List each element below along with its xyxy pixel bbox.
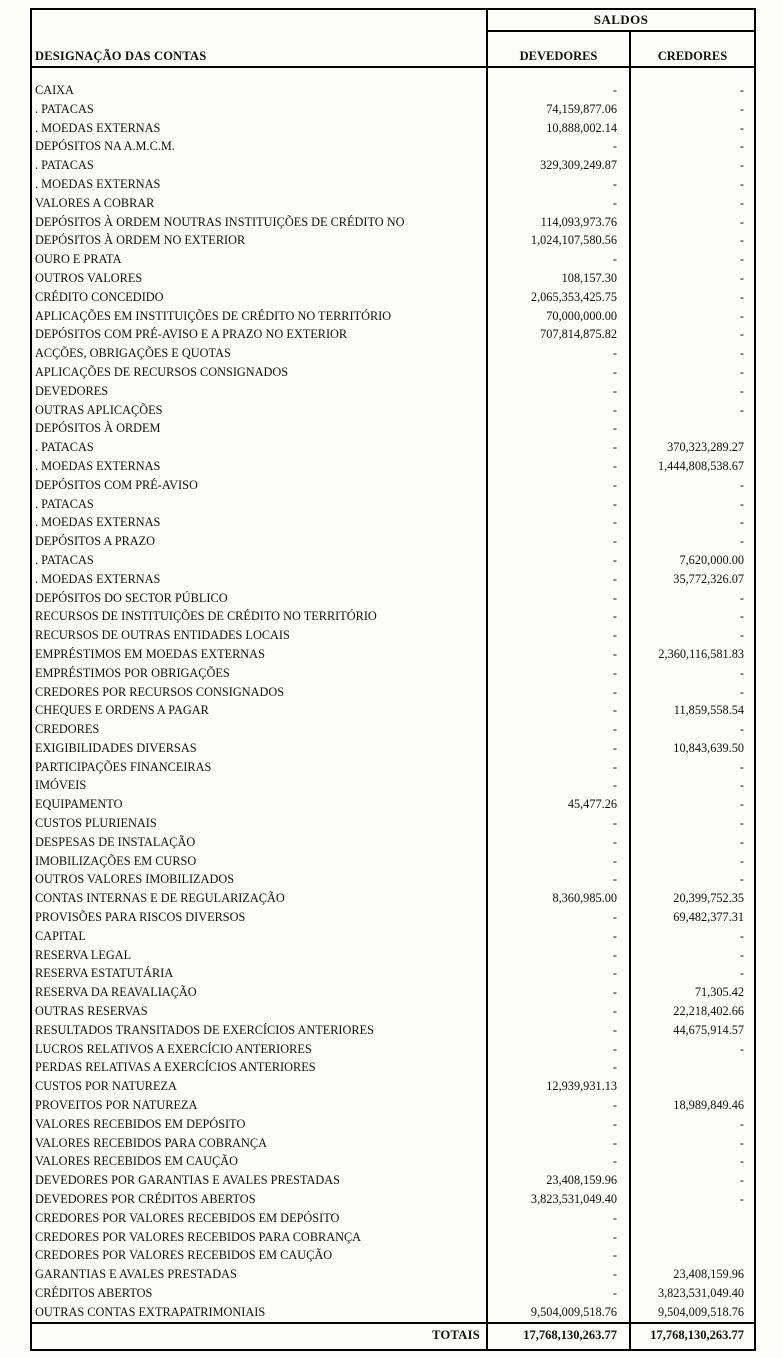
devedores-value-cell: 12,939,931.13: [487, 1077, 630, 1096]
account-name-cell: LUCROS RELATIVOS A EXERCÍCIO ANTERIORES: [35, 1041, 312, 1056]
account-name-cell: VALORES A COBRAR: [35, 195, 155, 210]
account-name-cell: PROVISÕES PARA RISCOS DIVERSOS: [35, 910, 246, 925]
account-row: [31, 1228, 755, 1247]
devedores-value-cell: 74,159,877.06: [487, 100, 630, 119]
account-row: [31, 833, 755, 852]
account-name-cell: . PATACAS: [35, 552, 94, 567]
spacer-cell: [31, 67, 487, 81]
account-name-cell: . PATACAS: [35, 496, 94, 511]
devedores-value-cell: -: [487, 758, 630, 777]
credores-value-cell: -: [630, 1040, 755, 1059]
account-name-cell: PARTICIPAÇÕES FINANCEIRAS: [35, 759, 212, 774]
credores-value-cell: 22,218,402.66: [630, 1002, 755, 1021]
account-row: [31, 683, 755, 702]
account-name-cell: . PATACAS: [35, 158, 94, 173]
devedores-value-cell: 108,157.30: [487, 269, 630, 288]
totals-row: [31, 1323, 755, 1350]
totais-label: TOTAIS: [31, 1323, 487, 1350]
devedores-value-cell: -: [487, 1265, 630, 1284]
devedores-value-cell: -: [487, 964, 630, 983]
account-row: [31, 664, 755, 683]
account-name-cell: DEPÓSITOS NA A.M.C.M.: [35, 139, 175, 154]
credores-value-cell: -: [630, 401, 755, 420]
devedores-value-cell: 23,408,159.96: [487, 1171, 630, 1190]
credores-value-cell: -: [630, 833, 755, 852]
account-row: [31, 758, 755, 777]
spacer-cell: [487, 67, 630, 81]
devedores-value-cell: -: [487, 250, 630, 269]
account-row: [31, 1021, 755, 1040]
account-name-cell: CUSTOS PLURIENAIS: [35, 816, 157, 831]
devedores-value-cell: -: [487, 1228, 630, 1247]
account-name-cell: VALORES RECEBIDOS EM DEPÓSITO: [35, 1116, 246, 1131]
spacer-cell: [630, 67, 755, 81]
devedores-value-cell: -: [487, 1096, 630, 1115]
account-row: [31, 250, 755, 269]
account-row: [31, 307, 755, 326]
credores-value-cell: [630, 1058, 755, 1077]
devedores-value-cell: -: [487, 870, 630, 889]
account-name-cell: . PATACAS: [35, 101, 94, 116]
account-name-cell: . PATACAS: [35, 440, 94, 455]
devedores-value-cell: -: [487, 382, 630, 401]
credores-value-cell: -: [630, 325, 755, 344]
account-name-cell: EMPRÉSTIMOS EM MOEDAS EXTERNAS: [35, 646, 265, 661]
account-name-cell: CREDORES POR VALORES RECEBIDOS PARA COBRANÇA: [35, 1229, 362, 1244]
account-name-cell: . MOEDAS EXTERNAS: [35, 458, 161, 473]
table-header: [31, 9, 755, 67]
credores-value-cell: -: [630, 119, 755, 138]
credores-value-cell: -: [630, 175, 755, 194]
devedores-value-cell: 2,065,353,425.75: [487, 288, 630, 307]
credores-value-cell: -: [630, 250, 755, 269]
account-name-cell: . MOEDAS EXTERNAS: [35, 176, 161, 191]
credores-value-cell: -: [630, 213, 755, 232]
devedores-value-cell: -: [487, 664, 630, 683]
account-name-cell: APLICAÇÕES EM INSTITUIÇÕES DE CRÉDITO NO TERRITÓRIO: [35, 308, 392, 323]
account-row: [31, 589, 755, 608]
credores-value-cell: -: [630, 607, 755, 626]
account-row: [31, 964, 755, 983]
account-row: [31, 1246, 755, 1265]
devedores-value-cell: -: [487, 438, 630, 457]
devedores-value-cell: -: [487, 1021, 630, 1040]
credores-value-cell: -: [630, 288, 755, 307]
account-name-cell: RESERVA ESTATUTÁRIA: [35, 966, 174, 981]
account-row: [31, 231, 755, 250]
account-row: [31, 852, 755, 871]
devedores-value-cell: -: [487, 946, 630, 965]
account-name-cell: IMÓVEIS: [35, 778, 87, 793]
account-name-cell: RESERVA DA REAVALIAÇÃO: [35, 985, 197, 1000]
account-name-cell: GARANTIAS E AVALES PRESTADAS: [35, 1267, 237, 1282]
devedores-value-cell: -: [487, 983, 630, 1002]
account-name-cell: CRÉDITOS ABERTOS: [35, 1286, 153, 1300]
devedores-value-cell: -: [487, 1134, 630, 1153]
devedores-value-cell: -: [487, 363, 630, 382]
accounts-table-container: [30, 8, 756, 1351]
devedores-value-cell: -: [487, 495, 630, 514]
account-name-cell: . MOEDAS EXTERNAS: [35, 515, 161, 530]
credores-value-cell: -: [630, 776, 755, 795]
account-name-cell: RECURSOS DE OUTRAS ENTIDADES LOCAIS: [35, 628, 290, 643]
account-row: [31, 1096, 755, 1115]
devedores-value-cell: -: [487, 476, 630, 495]
account-row: [31, 870, 755, 889]
credores-value-cell: -: [630, 927, 755, 946]
credores-value-cell: -: [630, 1115, 755, 1134]
account-row: [31, 551, 755, 570]
account-row: [31, 119, 755, 138]
account-row: [31, 570, 755, 589]
credores-value-cell: 35,772,326.07: [630, 570, 755, 589]
devedores-value-cell: 707,814,875.82: [487, 325, 630, 344]
credores-value-cell: -: [630, 382, 755, 401]
saldos-header: SALDOS: [487, 9, 755, 31]
credores-value-cell: -: [630, 870, 755, 889]
account-row: [31, 457, 755, 476]
account-name-cell: VALORES RECEBIDOS PARA COBRANÇA: [35, 1135, 267, 1150]
credores-value-cell: -: [630, 1190, 755, 1209]
account-name-cell: EXIGIBILIDADES DIVERSAS: [35, 740, 197, 755]
devedores-value-cell: 45,477.26: [487, 795, 630, 814]
totais-credores-value: 17,768,130,263.77: [630, 1323, 755, 1350]
devedores-value-cell: -: [487, 137, 630, 156]
credores-value-cell: -: [630, 194, 755, 213]
account-name-cell: DEPÓSITOS COM PRÉ-AVISO E A PRAZO NO EXTERIOR: [35, 327, 348, 342]
account-name-cell: CAPITAL: [35, 928, 86, 943]
credores-value-cell: 10,843,639.50: [630, 739, 755, 758]
account-row: [31, 344, 755, 363]
credores-value-cell: 2,360,116,581.83: [630, 645, 755, 664]
devedores-value-cell: -: [487, 401, 630, 420]
account-row: [31, 1134, 755, 1153]
account-row: [31, 776, 755, 795]
credores-value-cell: 9,504,009,518.76: [630, 1303, 755, 1323]
devedores-value-cell: -: [487, 457, 630, 476]
account-row: [31, 1171, 755, 1190]
credores-value-cell: -: [630, 495, 755, 514]
credores-value-cell: -: [630, 964, 755, 983]
account-name-cell: DEPÓSITOS COM PRÉ-AVISO: [35, 477, 198, 492]
account-name-cell: EMPRÉSTIMOS POR OBRIGAÇÕES: [35, 665, 230, 680]
credores-value-cell: 3,823,531,049.40: [630, 1284, 755, 1303]
devedores-value-cell: 10,888,002.14: [487, 119, 630, 138]
header-gap-row: [31, 67, 755, 81]
credores-value-cell: 18,989,849.46: [630, 1096, 755, 1115]
account-name-cell: . MOEDAS EXTERNAS: [35, 120, 161, 135]
account-row: [31, 213, 755, 232]
devedores-value-cell: -: [487, 1115, 630, 1134]
account-row: [31, 626, 755, 645]
devedores-value-cell: -: [487, 739, 630, 758]
account-name-cell: CAIXA: [35, 83, 74, 97]
credores-value-cell: -: [630, 156, 755, 175]
account-row: [31, 1115, 755, 1134]
account-row: [31, 495, 755, 514]
account-row: [31, 156, 755, 175]
devedores-value-cell: -: [487, 814, 630, 833]
account-name-cell: RECURSOS DE INSTITUIÇÕES DE CRÉDITO NO TERRITÓRIO: [35, 609, 377, 624]
account-row: [31, 363, 755, 382]
account-row: [31, 81, 755, 100]
credores-value-cell: -: [630, 137, 755, 156]
accounts-table: [30, 8, 756, 1351]
account-row: [31, 1265, 755, 1284]
devedores-value-cell: -: [487, 513, 630, 532]
credores-value-cell: -: [630, 269, 755, 288]
devedores-value-cell: 1,024,107,580.56: [487, 231, 630, 250]
account-name-cell: CONTAS INTERNAS E DE REGULARIZAÇÃO: [35, 891, 285, 906]
account-name-cell: DEPÓSITOS À ORDEM NOUTRAS INSTITUIÇÕES DE CRÉDITO NO: [35, 214, 405, 229]
credores-value-cell: 370,323,289.27: [630, 438, 755, 457]
credores-value-cell: 23,408,159.96: [630, 1265, 755, 1284]
account-name-cell: ACÇÕES, OBRIGAÇÕES E QUOTAS: [35, 346, 231, 361]
devedores-value-cell: 8,360,985.00: [487, 889, 630, 908]
account-row: [31, 607, 755, 626]
account-name-cell: IMOBILIZAÇÕES EM CURSO: [35, 853, 197, 868]
account-name-cell: CRÉDITO CONCEDIDO: [35, 289, 164, 304]
devedores-value-cell: -: [487, 776, 630, 795]
account-row: [31, 137, 755, 156]
account-row: [31, 401, 755, 420]
account-name-cell: RESERVA LEGAL: [35, 947, 132, 962]
devedores-column-header: DEVEDORES: [487, 31, 630, 67]
credores-value-cell: -: [630, 664, 755, 683]
account-name-cell: DEVEDORES POR CRÉDITOS ABERTOS: [35, 1192, 256, 1207]
account-row: [31, 513, 755, 532]
credores-value-cell: -: [630, 307, 755, 326]
account-name-cell: CREDORES POR VALORES RECEBIDOS EM DEPÓSITO: [35, 1210, 340, 1225]
devedores-value-cell: -: [487, 645, 630, 664]
devedores-value-cell: -: [487, 551, 630, 570]
credores-value-cell: [630, 1209, 755, 1228]
credores-value-cell: -: [630, 758, 755, 777]
devedores-value-cell: 9,504,009,518.76: [487, 1303, 630, 1323]
account-name-cell: OUTRAS RESERVAS: [35, 1004, 148, 1019]
credores-value-cell: -: [630, 81, 755, 100]
account-row: [31, 795, 755, 814]
saldos-header-row: [31, 9, 755, 31]
credores-value-cell: -: [630, 589, 755, 608]
devedores-value-cell: -: [487, 683, 630, 702]
credores-value-cell: [630, 1246, 755, 1265]
account-name-cell: EQUIPAMENTO: [35, 797, 123, 812]
devedores-value-cell: 70,000,000.00: [487, 307, 630, 326]
account-row: [31, 889, 755, 908]
credores-value-cell: 11,859,558.54: [630, 701, 755, 720]
account-name-cell: VALORES RECEBIDOS EM CAUÇÃO: [35, 1154, 239, 1169]
totals-row-container: [31, 1323, 755, 1350]
devedores-value-cell: -: [487, 532, 630, 551]
account-name-cell: OUTRAS CONTAS EXTRAPATRIMONIAIS: [35, 1304, 266, 1319]
account-row: [31, 532, 755, 551]
account-row: [31, 100, 755, 119]
credores-column-header: CREDORES: [630, 31, 755, 67]
account-row: [31, 701, 755, 720]
account-row: [31, 438, 755, 457]
credores-value-cell: -: [630, 814, 755, 833]
devedores-value-cell: -: [487, 626, 630, 645]
credores-value-cell: -: [630, 513, 755, 532]
account-row: [31, 325, 755, 344]
account-name-cell: PERDAS RELATIVAS A EXERCÍCIOS ANTERIORES: [35, 1060, 316, 1075]
account-row: [31, 269, 755, 288]
credores-value-cell: -: [630, 100, 755, 119]
devedores-value-cell: -: [487, 908, 630, 927]
devedores-value-cell: -: [487, 589, 630, 608]
devedores-value-cell: -: [487, 607, 630, 626]
column-labels-row: [31, 31, 755, 67]
account-name-cell: OUTRAS APLICAÇÕES: [35, 402, 163, 417]
account-row: [31, 1058, 755, 1077]
devedores-value-cell: -: [487, 1058, 630, 1077]
devedores-value-cell: -: [487, 1209, 630, 1228]
credores-value-cell: [630, 1077, 755, 1096]
credores-value-cell: -: [630, 1152, 755, 1171]
devedores-value-cell: -: [487, 81, 630, 100]
account-name-cell: DEPÓSITOS À ORDEM: [35, 421, 161, 436]
account-name-cell: DEVEDORES: [35, 383, 109, 398]
totais-devedores-value: 17,768,130,263.77: [487, 1323, 630, 1350]
account-row: [31, 814, 755, 833]
devedores-value-cell: -: [487, 833, 630, 852]
account-row: [31, 476, 755, 495]
account-row: [31, 1040, 755, 1059]
credores-value-cell: 1,444,808,538.67: [630, 457, 755, 476]
account-name-cell: OUTROS VALORES: [35, 270, 143, 285]
credores-value-cell: 7,620,000.00: [630, 551, 755, 570]
account-name-cell: CREDORES: [35, 722, 100, 737]
devedores-value-cell: -: [487, 720, 630, 739]
credores-value-cell: 20,399,752.35: [630, 889, 755, 908]
account-name-cell: OURO E PRATA: [35, 252, 122, 267]
account-name-cell: DEPÓSITOS DO SECTOR PÚBLICO: [35, 590, 228, 605]
account-row: [31, 419, 755, 438]
account-row: [31, 175, 755, 194]
account-row: [31, 1002, 755, 1021]
account-row: [31, 983, 755, 1002]
devedores-value-cell: -: [487, 419, 630, 438]
credores-value-cell: -: [630, 720, 755, 739]
devedores-value-cell: -: [487, 1246, 630, 1265]
devedores-value-cell: -: [487, 927, 630, 946]
credores-value-cell: [630, 419, 755, 438]
account-name-cell: . MOEDAS EXTERNAS: [35, 571, 161, 586]
credores-value-cell: 69,482,377.31: [630, 908, 755, 927]
account-name-cell: DEPÓSITOS A PRAZO: [35, 534, 156, 549]
account-row: [31, 1190, 755, 1209]
account-row: [31, 927, 755, 946]
account-name-cell: CREDORES POR RECURSOS CONSIGNADOS: [35, 684, 285, 699]
devedores-value-cell: -: [487, 344, 630, 363]
devedores-value-cell: -: [487, 1002, 630, 1021]
account-row: [31, 194, 755, 213]
account-name-cell: CUSTOS POR NATUREZA: [35, 1079, 177, 1094]
devedores-value-cell: 114,093,973.76: [487, 213, 630, 232]
account-name-cell: DEPÓSITOS À ORDEM NO EXTERIOR: [35, 233, 246, 248]
devedores-value-cell: -: [487, 852, 630, 871]
credores-value-cell: -: [630, 1171, 755, 1190]
accounts-rows: [31, 67, 755, 1323]
account-row: [31, 382, 755, 401]
devedores-value-cell: 329,309,249.87: [487, 156, 630, 175]
account-row: [31, 1303, 755, 1323]
devedores-value-cell: -: [487, 1040, 630, 1059]
credores-value-cell: 44,675,914.57: [630, 1021, 755, 1040]
account-row: [31, 1209, 755, 1228]
credores-value-cell: -: [630, 1134, 755, 1153]
header-corner-cell: [31, 9, 487, 31]
credores-value-cell: -: [630, 683, 755, 702]
credores-value-cell: -: [630, 532, 755, 551]
account-row: [31, 1077, 755, 1096]
account-name-cell: DEVEDORES POR GARANTIAS E AVALES PRESTADAS: [35, 1173, 341, 1188]
account-name-cell: DESPESAS DE INSTALAÇÃO: [35, 834, 196, 849]
account-name-cell: CHEQUES E ORDENS A PAGAR: [35, 703, 209, 718]
devedores-value-cell: -: [487, 175, 630, 194]
devedores-value-cell: -: [487, 194, 630, 213]
account-row: [31, 946, 755, 965]
devedores-value-cell: -: [487, 1284, 630, 1303]
account-name-cell: RESULTADOS TRANSITADOS DE EXERCÍCIOS ANTERIORES: [35, 1022, 374, 1037]
credores-value-cell: -: [630, 363, 755, 382]
account-row: [31, 1152, 755, 1171]
credores-value-cell: -: [630, 231, 755, 250]
account-name-cell: CREDORES POR VALORES RECEBIDOS EM CAUÇÃO: [35, 1248, 333, 1263]
credores-value-cell: -: [630, 852, 755, 871]
credores-value-cell: -: [630, 795, 755, 814]
devedores-value-cell: -: [487, 1152, 630, 1171]
account-name-cell: OUTROS VALORES IMOBILIZADOS: [35, 872, 235, 887]
designacao-das-contas-header: DESIGNAÇÃO DAS CONTAS: [31, 31, 487, 67]
account-name-cell: PROVEITOS POR NATUREZA: [35, 1098, 198, 1113]
account-row: [31, 739, 755, 758]
credores-value-cell: -: [630, 626, 755, 645]
devedores-value-cell: 3,823,531,049.40: [487, 1190, 630, 1209]
credores-value-cell: -: [630, 344, 755, 363]
account-row: [31, 1284, 755, 1303]
account-row: [31, 645, 755, 664]
account-row: [31, 288, 755, 307]
account-row: [31, 908, 755, 927]
account-row: [31, 720, 755, 739]
devedores-value-cell: -: [487, 570, 630, 589]
devedores-value-cell: -: [487, 701, 630, 720]
credores-value-cell: -: [630, 946, 755, 965]
credores-value-cell: -: [630, 476, 755, 495]
credores-value-cell: 71,305.42: [630, 983, 755, 1002]
account-name-cell: APLICAÇÕES DE RECURSOS CONSIGNADOS: [35, 364, 289, 379]
credores-value-cell: [630, 1228, 755, 1247]
